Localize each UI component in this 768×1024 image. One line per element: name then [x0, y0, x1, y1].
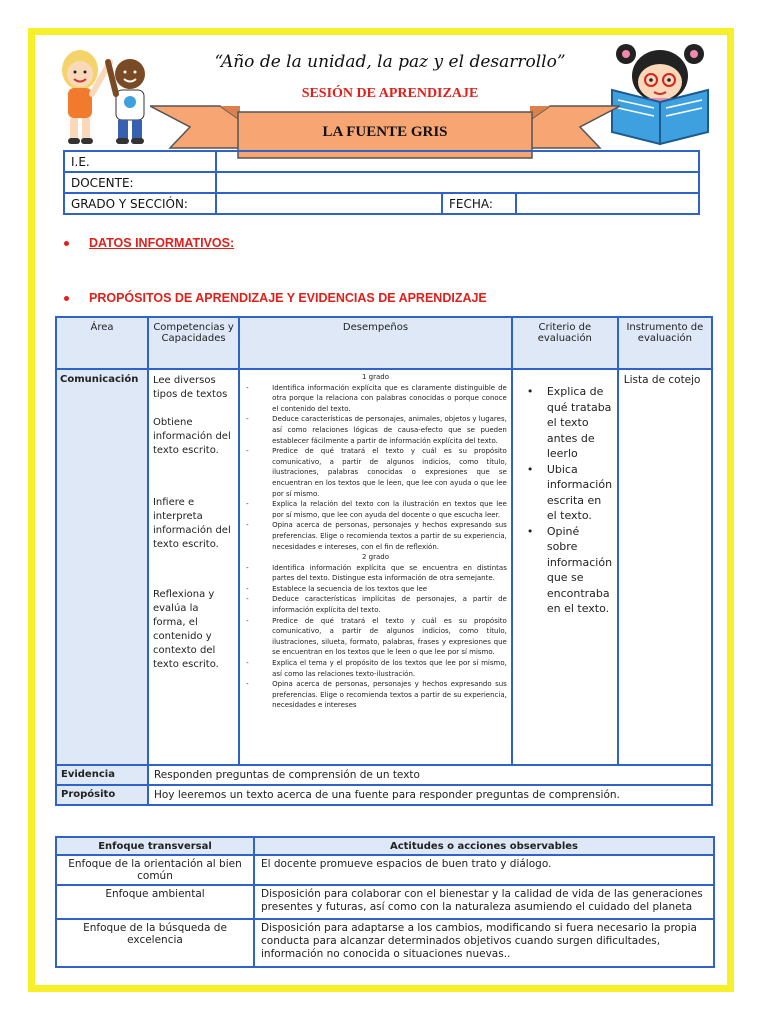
- capacidad-item: Infiere e interpreta información del texto escrito.: [152, 497, 231, 550]
- header-competencias: Competencias y Capacidades: [148, 317, 239, 369]
- enfoque-actitud: El docente promueve espacios de buen trato y diálogo.: [254, 855, 714, 885]
- header-desempenos: Desempeños: [239, 317, 512, 369]
- criterio-item: • Opiné sobre información que se encontraba en el texto.: [533, 524, 613, 617]
- enfoque-actitud: Disposición para adaptarse a los cambios, modificando si fuera necesario la propia conducta para alcanzar determinados objetivos cuando surgen dificultades, información no conocida o situaciones nuevas..: [254, 919, 714, 967]
- area-cell: Comunicación: [56, 369, 148, 765]
- desempeno-item: - Opina acerca de personas, personajes y hechos expresando sus preferencias. Elige o recomienda textos a partir de su experiencia, necesidades e intereses, con el fin de reflexión.: [244, 520, 507, 552]
- ie-label: I.E.: [64, 151, 216, 172]
- competencia-item: Lee diversos tipos de textos: [152, 375, 228, 400]
- bullet-icon: [64, 296, 69, 301]
- info-table: [63, 150, 700, 215]
- criterio-item: • Ubica información escrita en el texto.: [533, 462, 613, 524]
- docente-label: DOCENTE:: [64, 172, 216, 193]
- desempeno-item: - Deduce características de personajes, animales, objetos y lugares, así como relaciones lógicas de causa-efecto que se pueden establecer fácilmente a partir de información explícita del texto.: [244, 414, 507, 446]
- girl-reading-illustration: [604, 40, 716, 152]
- desempeno-item: - Explica la relación del texto con la ilustración en textos que lee por sí mismo, que lee con ayuda del docente o que escucha leer.: [244, 499, 507, 520]
- grado-label: GRADO Y SECCIÓN:: [64, 193, 216, 214]
- header-enfoque: Enfoque transversal: [56, 837, 254, 855]
- docente-field[interactable]: [216, 172, 699, 193]
- desempeno-item: - Explica el tema y el propósito de los textos que lee por sí mismo, así como las relaciones texto-ilustración.: [244, 658, 507, 679]
- motto-text: “Año de la unidad, la paz y el desarrollo”: [214, 52, 566, 72]
- proposito-label: Propósito: [56, 785, 148, 805]
- enfoque-name: Enfoque de la orientación al bien común: [56, 855, 254, 885]
- enfoque-name: Enfoque de la búsqueda de excelencia: [56, 919, 254, 967]
- datos-heading: DATOS INFORMATIVOS:: [64, 236, 234, 250]
- enfoque-actitud: Disposición para colaborar con el bienestar y la calidad de vida de las generaciones presentes y futuras, así como con la naturaleza asumiendo el cuidado del planeta: [254, 885, 714, 919]
- grado-field[interactable]: [216, 193, 442, 214]
- desempeno-item: - Identifica información explícita que se encuentra en distintas partes del texto. Distingue esta información de otra semejante.: [244, 563, 507, 584]
- desempeno-item: - Predice de qué tratará el texto y cuál es su propósito comunicativo, a partir de algunos indicios, como título, ilustraciones, palabras conocidas o expresiones que se encuentran en los textos que le leen, que lee con ayuda o que lee por sí mismo.: [244, 446, 507, 499]
- desempeno-item: - Predice de qué tratará el texto y cuál es su propósito comunicativo, a partir de algunos indicios, como título, ilustraciones, silueta, formato, palabras, frases y expresiones que se encuentran en los textos que le leen o que lee por sí mismo.: [244, 616, 507, 658]
- kids-illustration: [50, 40, 162, 152]
- proposito-text: Hoy leeremos un texto acerca de una fuente para responder preguntas de comprensión.: [148, 785, 712, 805]
- header-area: Área: [56, 317, 148, 369]
- instrumento-cell: Lista de cotejo: [618, 369, 712, 765]
- learning-table: [55, 316, 713, 806]
- capacidad-item: Reflexiona y evalúa la forma, el contenido y contexto del texto escrito.: [152, 589, 219, 670]
- evidencia-label: Evidencia: [56, 765, 148, 785]
- criterio-item: • Explica de qué trataba el texto antes de leerlo: [533, 384, 613, 462]
- competencias-cell: [148, 369, 239, 765]
- desempeno-item: - Establece la secuencia de los textos que lee: [244, 584, 507, 595]
- bullet-icon: [64, 241, 69, 246]
- grade-2-label: 2 grado: [361, 553, 389, 562]
- session-title: SESIÓN DE APRENDIZAJE: [301, 86, 479, 101]
- desempeno-item: - Deduce características implícitas de personajes, a partir de información explícita del texto.: [244, 594, 507, 615]
- ie-field[interactable]: [216, 151, 699, 172]
- desempeno-item: - Opina acerca de personas, personajes y hechos expresando sus preferencias. Elige o recomienda textos a partir de su experiencia, necesidades e intereses: [244, 679, 507, 711]
- fecha-label: FECHA:: [442, 193, 516, 214]
- grade-1-label: 1 grado: [361, 373, 389, 381]
- header-criterio: Criterio de evaluación: [512, 317, 618, 369]
- fecha-field[interactable]: [516, 193, 699, 214]
- session-topic-title: LA FUENTE GRIS: [322, 124, 448, 140]
- evidencia-text: Responden preguntas de comprensión de un texto: [148, 765, 712, 785]
- header-instrumento: Instrumento de evaluación: [618, 317, 712, 369]
- propositos-heading: PROPÓSITOS DE APRENDIZAJE Y EVIDENCIAS DE APRENDIZAJE: [64, 291, 487, 305]
- enfoque-name: Enfoque ambiental: [56, 885, 254, 919]
- capacidad-item: Obtiene información del texto escrito.: [152, 417, 231, 456]
- criterios-cell: [512, 369, 618, 765]
- enfoques-table: [55, 836, 715, 968]
- desempenos-cell: [239, 369, 512, 765]
- desempeno-item: - Identifica información explícita que es claramente distinguible de otra porque la relaciona con palabras conocidas o porque conoce el contenido del texto.: [244, 383, 507, 415]
- header-actitudes: Actitudes o acciones observables: [254, 837, 714, 855]
